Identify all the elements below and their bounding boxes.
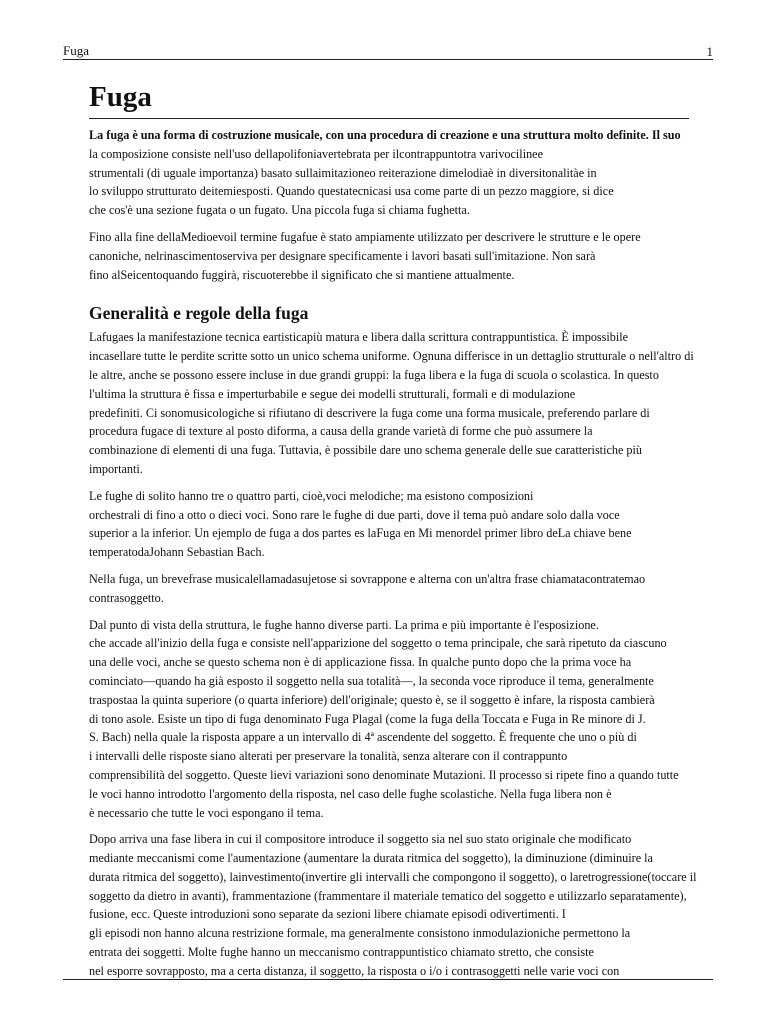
text-line: la composizione consiste nell'uso dellapolifoniavertebrata per ilcontrappuntotra varivocilinee xyxy=(89,146,543,161)
body-paragraph xyxy=(89,570,689,608)
text-line: una delle voci, anche se questo schema non è di applicazione fissa. In qualche punto dopo che la prima voce ha xyxy=(89,655,632,670)
text-line: l'ultima la struttura è fissa e imperturbabile e segue dei modelli strutturali, formali e di modulazione xyxy=(89,386,576,401)
page-number: 1 xyxy=(706,44,713,59)
text-line: durata ritmica del soggetto), lainvestimento(invertire gli intervalli che compongono il soggetto), o laretrogressione(toccare il xyxy=(89,869,697,884)
text-line: Le fughe di solito hanno tre o quattro parti, cioè,voci melodiche; ma esistono composizioni xyxy=(89,488,534,503)
text-line: lo sviluppo strutturato deitemiesposti. Quando questatecnicasi usa come parte di un pezzo maggiore, si dice xyxy=(89,184,614,199)
text-line: strumentali (di uguale importanza) basato sullaimitazioneo reiterazione dimelodiaè in diversitonalitàe in xyxy=(89,165,597,180)
body-paragraph xyxy=(89,328,694,478)
article-title: Fuga xyxy=(89,80,689,119)
header-title: Fuga xyxy=(63,43,89,58)
text-line: gli episodi non hanno alcuna restrizione formale, ma generalmente consistono inmodulazioniche permettono la xyxy=(89,926,631,941)
text-line: S. Bach) nella quale la risposta appare a un intervallo di 4ª ascendente del soggetto. È frequente che uno o più di xyxy=(89,730,637,745)
history-paragraph xyxy=(89,228,689,284)
article-body xyxy=(89,80,697,989)
running-header xyxy=(63,42,713,60)
intro-paragraph xyxy=(89,126,689,220)
body-paragraph xyxy=(89,830,697,980)
text-line: Fino alla fine dellaMedioevoil termine fugafue è stato ampiamente utilizzato per descrivere le strutture e le opere xyxy=(89,229,641,244)
body-paragraph xyxy=(89,487,689,562)
text-line: fino alSeicentoquando fuggirà, riscuoterebbe il significato che si mantiene attualmente. xyxy=(89,267,515,282)
text-line: comprensibilità del soggetto. Queste lievi variazioni sono denominate Mutazioni. Il processo si ripete fino a quando tutte xyxy=(89,767,679,782)
text-line: orchestrali di fino a otto o dieci voci. Sono rare le fughe di due parti, dove il tema può andare solo dalla voce xyxy=(89,507,620,522)
text-line: mediante meccanismi come l'aumentazione (aumentare la durata ritmica del soggetto), la diminuzione (diminuire la xyxy=(89,851,653,866)
text-line: nel esporre sovrapposto, ma a certa distanza, il soggetto, la risposta o i/o i contrasoggetti nelle varie voci con xyxy=(89,963,620,978)
text-line: che cos'è una sezione fugata o un fugato. Una piccola fuga si chiama fughetta. xyxy=(89,203,470,218)
text-line: soggetto da dietro in avanti), frammentazione (frammentare il materiale tematico del soggetto e utilizzarlo separatamente), xyxy=(89,888,687,903)
text-line: le voci hanno introdotto l'argomento della risposta, nel caso delle fughe scolastiche. Nella fuga libera non è xyxy=(89,786,612,801)
text-line: temperatodaJohann Sebastian Bach. xyxy=(89,545,265,560)
text-line: canoniche, nelrinascimentoserviva per designare specificamente i lavori basati sull'imitazione. Non sarà xyxy=(89,248,596,263)
text-line: cominciato—quando ha già esposto il soggetto nella sua totalità—, la seconda voce riproduce il tema, generalmente xyxy=(89,673,654,688)
text-line: è necessario che tutte le voci espongano il tema. xyxy=(89,805,324,820)
text-line: combinazione di elementi di una fuga. Tuttavia, è possibile dare uno schema generale delle sue caratteristiche più xyxy=(89,443,642,458)
text-line: che accade all'inizio della fuga e consiste nell'apparizione del soggetto o tema principale, che sarà ripetuto da ciascuno xyxy=(89,636,667,651)
text-line: Lafugaes la manifestazione tecnica eartisticapiù matura e libera dalla scrittura contrappuntistica. È impossibile xyxy=(89,330,629,345)
section-heading: Generalità e regole della fuga xyxy=(89,303,309,324)
text-line: importanti. xyxy=(89,461,143,476)
text-line: di tono asole. Esiste un tipo di fuga denominato Fuga Plagal (come la fuga della Toccata e Fuga in Re minore di J. xyxy=(89,711,646,726)
text-line: superior a la inferior. Un ejemplo de fuga a dos partes es laFuga en Mi menordel primer libro deLa chiave bene xyxy=(89,526,632,541)
text-line: predefiniti. Ci sonomusicologiche si rifiutano di descrivere la fuga come una forma musicale, preferendo parlare di xyxy=(89,405,650,420)
text-line: le altre, anche se possono essere incluse in due grandi gruppi: la fuga libera e la fuga di scuola o scolastica. In questo xyxy=(89,367,659,382)
text-line: fusione, ecc. Queste introduzioni sono separate da sezioni libere chiamate episodi odivertimenti. I xyxy=(89,907,566,922)
text-line: traspostaa la quinta superiore (o quarta inferiore) dell'originale; questo è, se il soggetto è infare, la risposta cambierà xyxy=(89,692,655,707)
text-line: entrata dei soggetti. Molte fughe hanno un meccanismo contrappuntistico chiamato stretto, che consiste xyxy=(89,945,594,960)
text-line: procedura fugace di texture al posto diforma, a causa della grande varietà di forme che può assumere la xyxy=(89,424,593,439)
text-line: Dopo arriva una fase libera in cui il compositore introduce il soggetto sia nel suo stato originale che modificato xyxy=(89,832,632,847)
text-line: i intervalli delle risposte siano alterati per preservare la tonalità, senza alterare con il contrappunto xyxy=(89,749,568,764)
text-line: incasellare tutte le perdite scritte sotto un unico schema uniforme. Ognuna differisce in un dettaglio strutturale o nell'altro di xyxy=(89,349,694,364)
text-line: Nella fuga, un brevefrase musicalellamadasujetose si sovrappone e alterna con un'altra frase chiamatacontratemao xyxy=(89,571,646,586)
text-line: Dal punto di vista della struttura, le fughe hanno diverse parti. La prima e più importante è l'esposizione. xyxy=(89,617,599,632)
text-line: La fuga è una forma di costruzione musicale, con una procedura di creazione e una struttura molto definite. Il suo xyxy=(89,128,681,142)
text-line: contrasoggetto. xyxy=(89,590,164,605)
body-paragraph xyxy=(89,616,689,823)
footer-rule xyxy=(63,979,713,980)
